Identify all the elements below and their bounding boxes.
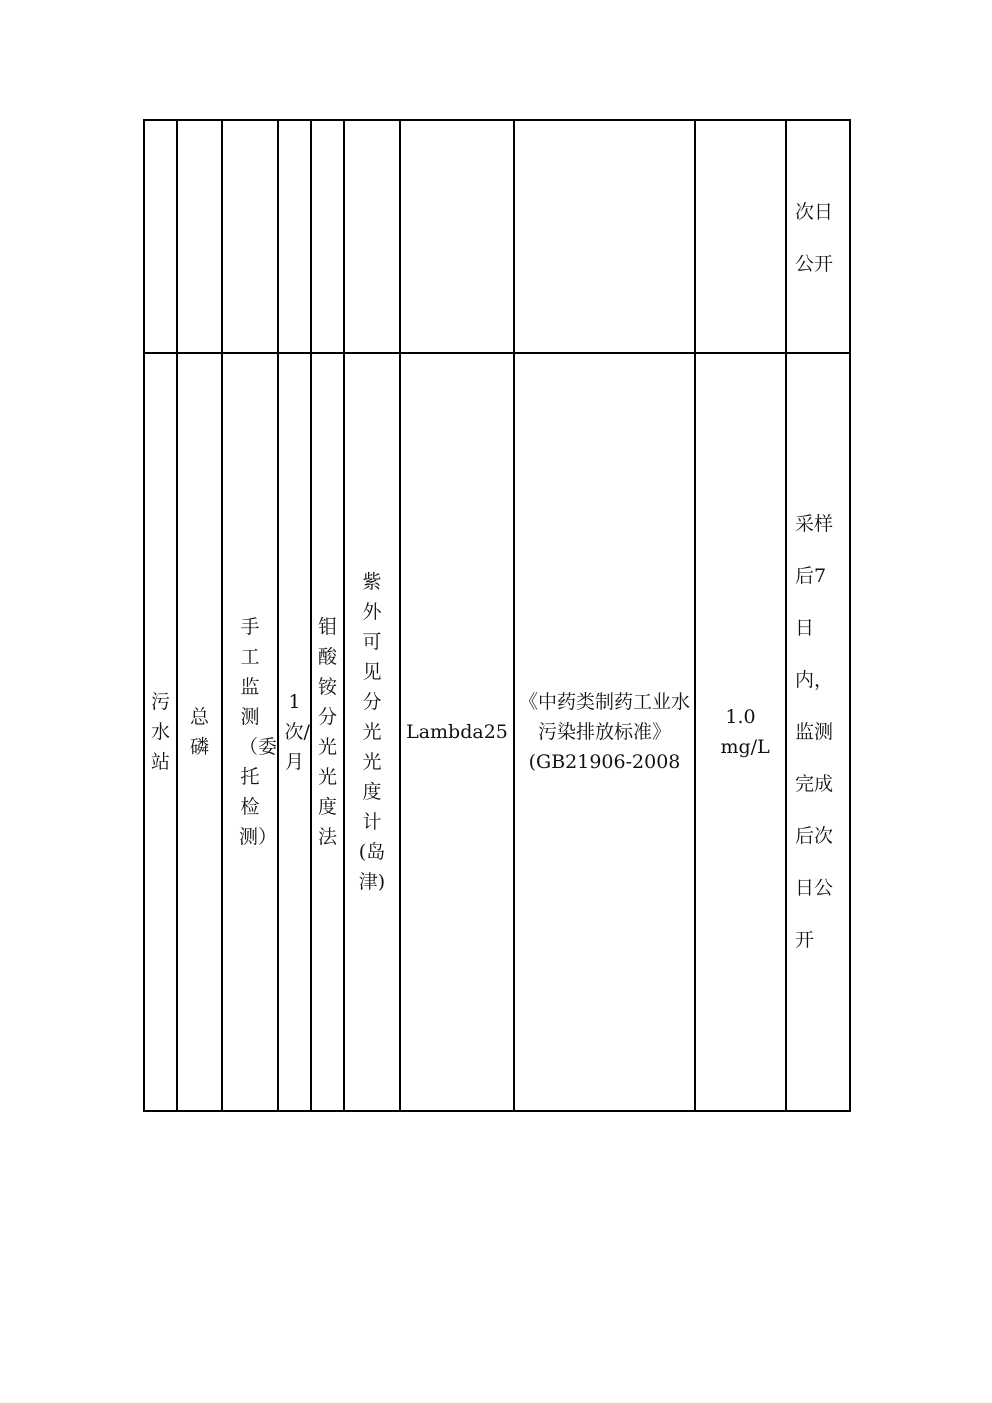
standard-cell	[514, 353, 695, 1111]
instrument-model-cell-empty	[400, 120, 514, 353]
location-cell-empty	[144, 120, 177, 353]
analysis-method-cell-empty	[311, 120, 344, 353]
item-text: 总磷	[189, 706, 209, 758]
method-type-cell-empty	[222, 120, 278, 353]
frequency-text: 1次/月	[284, 691, 310, 773]
frequency-cell	[278, 353, 311, 1111]
limit-cell-empty	[695, 120, 786, 353]
location-text: 污水站	[150, 691, 170, 773]
analysis-method-text: 钼酸铵分光光度法	[317, 616, 337, 848]
method-type-cell	[222, 353, 278, 1111]
notes-cell	[786, 120, 850, 353]
notes-text: 次日公开	[795, 200, 834, 275]
standard-text: 《中药类制药工业水污染排放标准》(GB21906-2008	[518, 691, 690, 773]
notes-text: 采样后7日内，监测完成后次日公开	[795, 513, 834, 951]
frequency-cell-empty	[278, 120, 311, 353]
monitoring-table	[143, 119, 851, 1112]
location-cell	[144, 353, 177, 1111]
method-type-text: 手工监测（委托检测）	[239, 616, 278, 848]
instrument-model-text: Lambda25	[406, 721, 508, 743]
table-row-continuation	[144, 120, 850, 353]
instrument-name-cell-empty	[344, 120, 400, 353]
analysis-method-cell	[311, 353, 344, 1111]
instrument-model-cell	[400, 353, 514, 1111]
limit-text: 1.0 mg/L	[720, 706, 770, 758]
standard-cell-empty	[514, 120, 695, 353]
instrument-name-cell	[344, 353, 400, 1111]
item-cell-empty	[177, 120, 222, 353]
limit-cell	[695, 353, 786, 1111]
item-cell	[177, 353, 222, 1111]
table-row-main	[144, 353, 850, 1111]
instrument-name-text: 紫外可见分光光度计(岛津)	[358, 571, 386, 893]
notes-cell	[786, 353, 850, 1111]
